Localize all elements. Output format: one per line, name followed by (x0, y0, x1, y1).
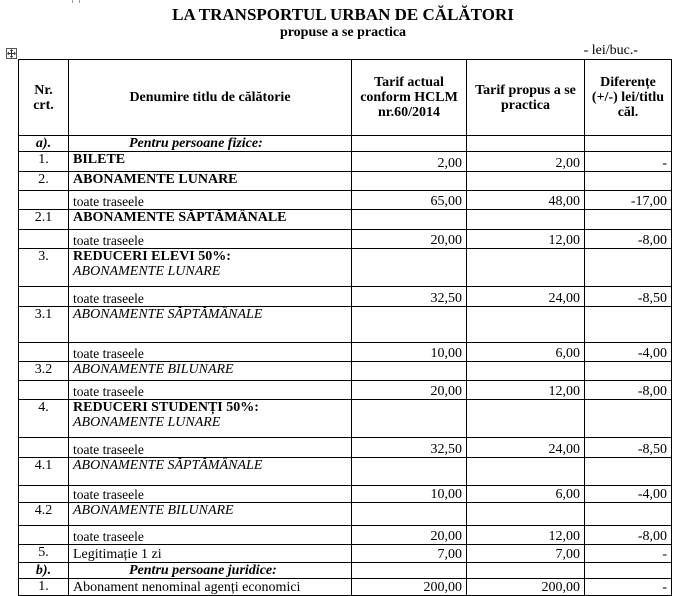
row-name-main: REDUCERI ELEVI 50%: (73, 249, 231, 264)
row-nr: 4.2 (19, 503, 69, 526)
table-row (19, 152, 672, 172)
row-name: toate traseele (69, 230, 352, 249)
row-diff (585, 307, 672, 343)
row-proposed: 6,00 (467, 486, 585, 503)
row-current (352, 249, 467, 287)
table-row (19, 545, 672, 563)
row-nr: 1. (19, 152, 69, 172)
row-name (69, 400, 352, 438)
header-current-tariff: Tarif actual conform HCLM nr.60/2014 (352, 60, 467, 136)
row-nr: 4. (19, 400, 69, 438)
row-nr (19, 526, 69, 545)
row-proposed: 12,00 (467, 230, 585, 249)
row-name: Pentru persoane fizice: (69, 136, 352, 152)
row-name: ABONAMENTE SĂPTĂMÂNALE (69, 458, 352, 486)
row-current: 7,00 (352, 545, 467, 563)
table-row (19, 579, 672, 596)
row-diff (585, 503, 672, 526)
table-row (19, 343, 672, 362)
row-proposed: 48,00 (467, 191, 585, 210)
row-diff: -8,00 (585, 381, 672, 400)
row-current (352, 136, 467, 152)
page-corner-mark (72, 0, 80, 3)
tariff-table (18, 59, 672, 596)
row-current: 20,00 (352, 526, 467, 545)
row-nr (19, 486, 69, 503)
table-row (19, 249, 672, 287)
row-diff: - (585, 545, 672, 563)
row-current: 20,00 (352, 381, 467, 400)
row-nr (19, 287, 69, 307)
row-diff (585, 249, 672, 287)
row-name: ABONAMENTE SĂPTĂMÂNALE (69, 307, 352, 343)
row-proposed: 24,00 (467, 438, 585, 458)
row-proposed (467, 458, 585, 486)
row-proposed (467, 136, 585, 152)
row-current (352, 210, 467, 230)
table-move-handle-icon[interactable] (6, 48, 17, 59)
row-nr: 3.2 (19, 362, 69, 381)
row-diff: -8,50 (585, 287, 672, 307)
row-current: 20,00 (352, 230, 467, 249)
row-name: toate traseele (69, 381, 352, 400)
row-current: 65,00 (352, 191, 467, 210)
row-current: 200,00 (352, 579, 467, 596)
row-nr (19, 230, 69, 249)
row-diff: - (585, 579, 672, 596)
row-proposed: 200,00 (467, 579, 585, 596)
row-name: Legitimație 1 zi (69, 545, 352, 563)
row-nr: 5. (19, 545, 69, 563)
row-name: Abonament nenominal agenți economici (69, 579, 352, 596)
table-row (19, 526, 672, 545)
table-row (19, 136, 672, 152)
row-diff (585, 172, 672, 191)
row-name: toate traseele (69, 287, 352, 307)
row-nr (19, 191, 69, 210)
row-nr: 3.1 (19, 307, 69, 343)
row-diff: -8,50 (585, 438, 672, 458)
row-name: ABONAMENTE BILUNARE (69, 503, 352, 526)
row-name-sub: ABONAMENTE LUNARE (73, 264, 221, 279)
row-name: ABONAMENTE BILUNARE (69, 362, 352, 381)
row-diff (585, 563, 672, 579)
row-proposed (467, 503, 585, 526)
row-proposed (467, 210, 585, 230)
row-proposed: 24,00 (467, 287, 585, 307)
document-title: LA TRANSPORTUL URBAN DE CĂLĂTORI (172, 5, 514, 24)
row-diff: -17,00 (585, 191, 672, 210)
table-row (19, 438, 672, 458)
row-nr (19, 343, 69, 362)
row-proposed (467, 307, 585, 343)
row-proposed: 7,00 (467, 545, 585, 563)
row-nr: b). (19, 563, 69, 579)
row-current (352, 362, 467, 381)
unit-label: - lei/buc.- (583, 43, 638, 58)
row-name (69, 249, 352, 287)
header-proposed-tariff: Tarif propus a se practica (467, 60, 585, 136)
row-proposed (467, 362, 585, 381)
row-name: ABONAMENTE SĂPTĂMÂNALE (69, 210, 352, 230)
row-nr (19, 438, 69, 458)
table-row (19, 400, 672, 438)
row-name: ABONAMENTE LUNARE (69, 172, 352, 191)
row-name-main: REDUCERI STUDENȚI 50%: (73, 400, 259, 415)
row-name: Pentru persoane juridice: (69, 563, 352, 579)
row-diff (585, 458, 672, 486)
row-name: toate traseele (69, 486, 352, 503)
row-diff (585, 362, 672, 381)
row-current (352, 503, 467, 526)
row-proposed (467, 400, 585, 438)
row-current (352, 307, 467, 343)
row-diff (585, 400, 672, 438)
row-current: 32,50 (352, 287, 467, 307)
table-row (19, 172, 672, 191)
row-diff: -4,00 (585, 486, 672, 503)
row-nr: 3. (19, 249, 69, 287)
table-row (19, 563, 672, 579)
table-row (19, 191, 672, 210)
row-proposed (467, 172, 585, 191)
row-name: toate traseele (69, 343, 352, 362)
row-current (352, 172, 467, 191)
row-current: 32,50 (352, 438, 467, 458)
row-nr: 1. (19, 579, 69, 596)
header-nr: Nr. crt. (19, 60, 69, 136)
table-row (19, 307, 672, 343)
row-name: toate traseele (69, 191, 352, 210)
table-body (19, 136, 672, 596)
table-row (19, 486, 672, 503)
row-name: BILETE (69, 152, 352, 172)
table-row (19, 230, 672, 249)
row-proposed (467, 563, 585, 579)
table-row (19, 362, 672, 381)
row-nr: 4.1 (19, 458, 69, 486)
row-diff: -8,00 (585, 230, 672, 249)
row-diff (585, 136, 672, 152)
row-name-sub: ABONAMENTE LUNARE (73, 415, 221, 430)
row-current: 2,00 (352, 152, 467, 172)
row-diff (585, 210, 672, 230)
row-nr: 2.1 (19, 210, 69, 230)
row-name: toate traseele (69, 526, 352, 545)
header-difference: Diferențe (+/-) lei/titlu căl. (585, 60, 672, 136)
row-current: 10,00 (352, 343, 467, 362)
row-proposed: 12,00 (467, 526, 585, 545)
table-row (19, 381, 672, 400)
row-diff: -4,00 (585, 343, 672, 362)
row-nr (19, 381, 69, 400)
row-current: 10,00 (352, 486, 467, 503)
table-row (19, 458, 672, 486)
row-current (352, 563, 467, 579)
row-proposed: 6,00 (467, 343, 585, 362)
row-proposed: 12,00 (467, 381, 585, 400)
row-name: toate traseele (69, 438, 352, 458)
document-subtitle: propuse a se practica (279, 25, 407, 40)
row-nr: 2. (19, 172, 69, 191)
row-current (352, 400, 467, 438)
row-proposed (467, 249, 585, 287)
table-row (19, 210, 672, 230)
row-nr: a). (19, 136, 69, 152)
header-name: Denumire titlu de călătorie (69, 60, 352, 136)
row-diff: - (585, 152, 672, 172)
row-proposed: 2,00 (467, 152, 585, 172)
row-current (352, 458, 467, 486)
row-diff: -8,00 (585, 526, 672, 545)
table-row (19, 287, 672, 307)
table-row (19, 503, 672, 526)
